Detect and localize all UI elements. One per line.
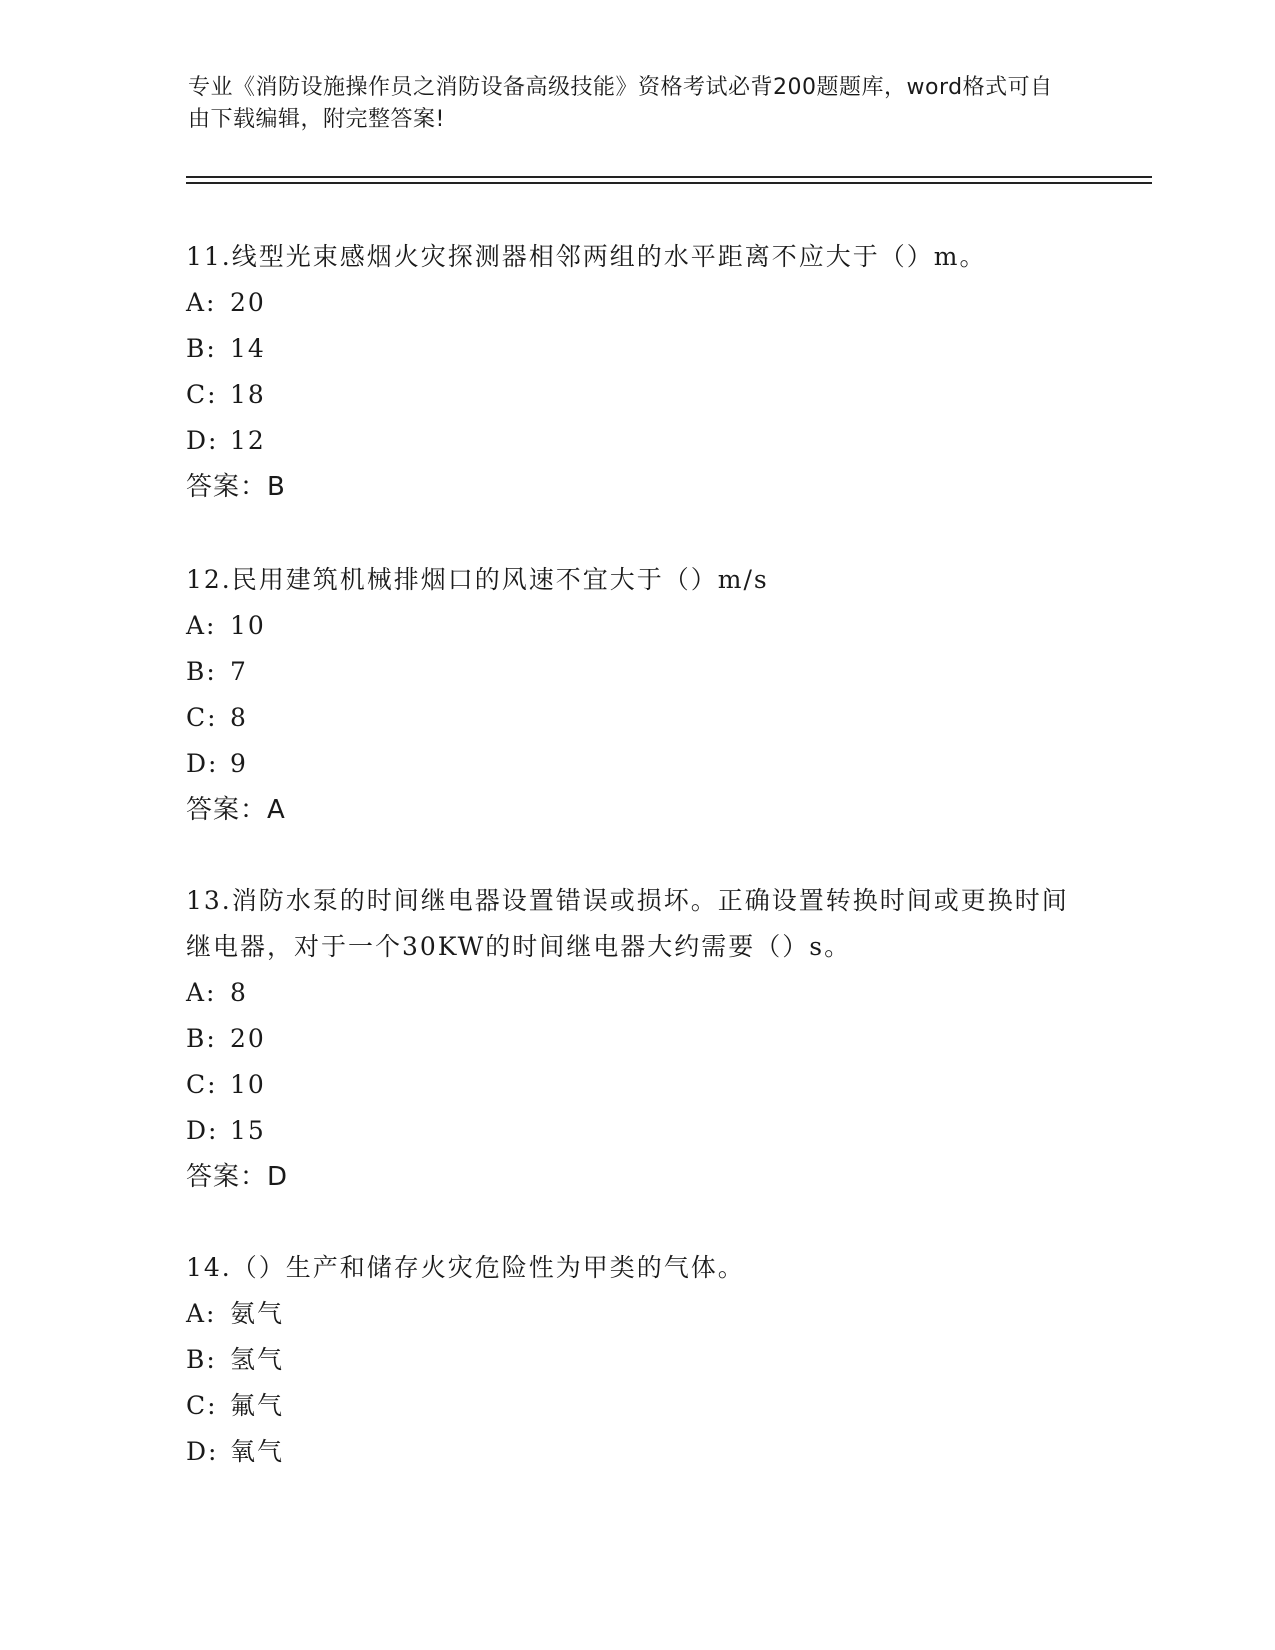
option-key: A: (186, 611, 217, 640)
option-key: B: (186, 657, 217, 686)
option-b (186, 326, 1086, 372)
option-text: 9 (230, 749, 248, 778)
header-rule-bottom (186, 182, 1152, 184)
option-text: 10 (230, 1070, 266, 1099)
option-text: 18 (230, 380, 266, 409)
option-key: C: (186, 703, 218, 732)
document-header: 专业《消防设施操作员之消防设备高级技能》资格考试必背200题题库，word格式可自由下载编辑，附完整答案! (188, 75, 1053, 132)
option-text: 氧气 (230, 1437, 285, 1466)
question-13 (186, 878, 1086, 1200)
option-c (186, 695, 1086, 741)
option-key: D: (186, 426, 219, 455)
answer-line: 答案：A (186, 795, 286, 825)
option-text: 20 (230, 288, 266, 317)
answer-line: 答案：D (186, 1162, 289, 1192)
option-text: 氟气 (230, 1391, 285, 1420)
option-a (186, 970, 1086, 1016)
option-text: 8 (230, 703, 248, 732)
option-c (186, 1062, 1086, 1108)
question-stem: 12.民用建筑机械排烟口的风速不宜大于（）m/s (186, 565, 769, 594)
option-text: 7 (230, 657, 248, 686)
option-key: D: (186, 1116, 219, 1145)
question-11 (186, 234, 1086, 510)
option-key: C: (186, 1070, 218, 1099)
option-text: 12 (230, 426, 266, 455)
option-b (186, 1016, 1086, 1062)
option-d (186, 1108, 1086, 1154)
option-key: A: (186, 1299, 217, 1328)
question-12 (186, 557, 1086, 833)
option-text: 14 (230, 334, 266, 363)
option-text: 15 (230, 1116, 266, 1145)
question-14 (186, 1245, 1086, 1475)
option-d (186, 741, 1086, 787)
question-stem: 11.线型光束感烟火灾探测器相邻两组的水平距离不应大于（）m。 (186, 242, 987, 271)
option-key: B: (186, 1024, 217, 1053)
option-key: D: (186, 749, 219, 778)
option-key: B: (186, 1345, 217, 1374)
option-b (186, 649, 1086, 695)
option-a (186, 1291, 1086, 1337)
option-text: 氨气 (230, 1299, 285, 1328)
option-text: 20 (230, 1024, 266, 1053)
option-b (186, 1337, 1086, 1383)
option-a (186, 280, 1086, 326)
option-key: C: (186, 1391, 218, 1420)
option-text: 氢气 (230, 1345, 285, 1374)
option-key: C: (186, 380, 218, 409)
question-stem: 14.（）生产和储存火灾危险性为甲类的气体。 (186, 1253, 745, 1282)
option-d (186, 418, 1086, 464)
option-key: A: (186, 978, 217, 1007)
option-key: D: (186, 1437, 219, 1466)
option-text: 8 (230, 978, 248, 1007)
header-rule-top (186, 176, 1152, 178)
option-c (186, 372, 1086, 418)
option-text: 10 (230, 611, 266, 640)
option-key: B: (186, 334, 217, 363)
question-stem: 13.消防水泵的时间继电器设置错误或损坏。正确设置转换时间或更换时间继电器，对于一个30KW的时间继电器大约需要（）s。 (186, 886, 1069, 961)
option-key: A: (186, 288, 217, 317)
option-c (186, 1383, 1086, 1429)
option-d (186, 1429, 1086, 1475)
option-a (186, 603, 1086, 649)
answer-line: 答案：B (186, 472, 286, 502)
